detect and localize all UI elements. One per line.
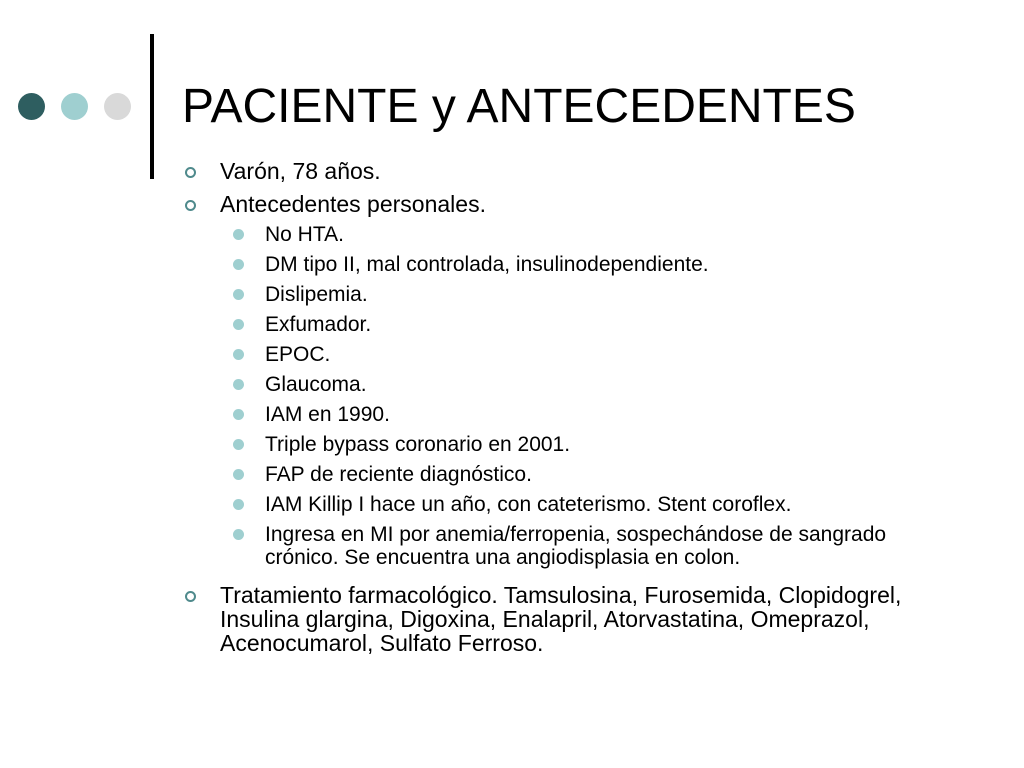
sub-bullet-item [220, 313, 964, 336]
sub-bullet-list [220, 223, 964, 569]
sub-bullet-text: Triple bypass coronario en 2001. [265, 433, 571, 456]
title-divider-line [150, 34, 154, 179]
sub-bullet-item [220, 373, 964, 396]
bullet-item-personal-history [184, 192, 964, 569]
sub-bullet-text: Ingresa en MI por anemia/ferropenia, sospechándose de sangrado crónico. Se encuentra una angiodisplasia en colon. [265, 523, 887, 569]
sub-bullet-text: Glaucoma. [265, 373, 367, 396]
sub-bullet-item [220, 523, 964, 569]
slide-content [184, 150, 964, 655]
bullet-item-treatment [184, 583, 964, 655]
decorative-dot-gray [104, 93, 131, 120]
sub-bullet-item [220, 493, 964, 516]
decorative-dot-light [61, 93, 88, 120]
bullet-item-patient [184, 159, 964, 183]
decorative-dot-dark [18, 93, 45, 120]
bullet-text: Antecedentes personales. [220, 191, 486, 217]
sub-bullet-item [220, 253, 964, 276]
sub-bullet-text: EPOC. [265, 343, 331, 366]
sub-bullet-text: Dislipemia. [265, 283, 368, 306]
sub-bullet-text: DM tipo II, mal controlada, insulinodependiente. [265, 253, 709, 276]
sub-bullet-item [220, 463, 964, 486]
sub-bullet-text: Exfumador. [265, 313, 372, 336]
sub-bullet-item [220, 403, 964, 426]
sub-bullet-text: IAM en 1990. [265, 403, 390, 426]
sub-bullet-item [220, 343, 964, 366]
bullet-list [184, 159, 964, 655]
sub-bullet-text: No HTA. [265, 223, 344, 246]
sub-bullet-item [220, 223, 964, 246]
sub-bullet-item [220, 433, 964, 456]
slide-title: PACIENTE y ANTECEDENTES [182, 80, 856, 133]
sub-bullet-text: IAM Killip I hace un año, con cateterismo. Stent coroflex. [265, 493, 792, 516]
sub-bullet-item [220, 283, 964, 306]
bullet-text: Tratamiento farmacológico. Tamsulosina, Furosemida, Clopidogrel, Insulina glargina, Digoxina, Enalapril, Atorvastatina, Omeprazol, Acenocumarol, Sulfato Ferroso. [220, 582, 902, 656]
sub-bullet-text: FAP de reciente diagnóstico. [265, 463, 532, 486]
bullet-text: Varón, 78 años. [220, 158, 381, 184]
